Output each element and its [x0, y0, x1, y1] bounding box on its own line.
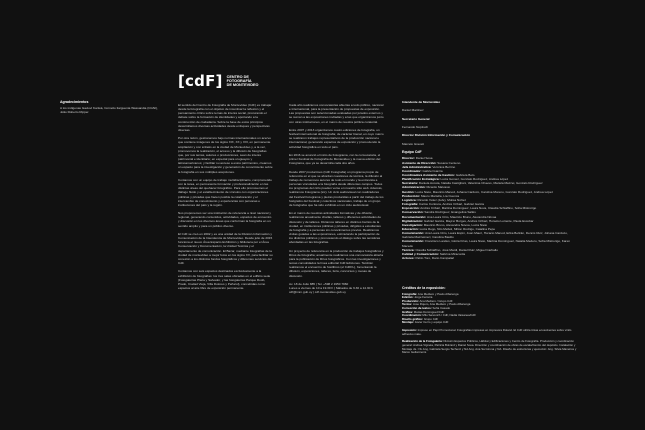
team-names: Carlos Contrera, Andrés Cribari, Gabriel García [419, 202, 485, 207]
team-role: Coordinadora Asistente de Gestión: [402, 172, 455, 177]
acknowledgements-column [60, 100, 160, 119]
credits-names: Jose Rojero, Ana Mediero y Paulo Albarenga [412, 302, 471, 307]
team-names: Francisco Landes, Gloria Frías, Laura Nieto, Martina Domínguez, Natalia Medero, Sofía Mistrorigo, Karen Macedo [402, 239, 571, 248]
team-role: Secretaría: [402, 181, 418, 186]
credits-names: Milo Sanovich / CdF, Nadia Vaisanea/CdF [422, 313, 477, 318]
team-row [402, 256, 577, 260]
about-paragraph: Cada año realizamos convocatorias abiertas a todo público, nacional e internacional, para la presentación de propuestas de exposición. Las propuestas son seleccionadas evaluadas por jurados externos y se suman a las exposiciones invitadas y a las que organizamos junto con otras instituciones, en el marco de nuestra política curatorial. [289, 103, 384, 124]
about-paragraph: El CdF se creó en 2002 y es una unidad de la División Información y Comunicación de la Intendencia de Montevideo. Desde julio de 2015 funciona el nuevo Área Espacio Exhibición y biblioteca por el Área Conservación y Documentación, la Unidad Técnica y el departamento de comunicación. El Bazar, mediante fotografías de la ciudad de montevideo a mejor fotos en los siglos XX, para facilitar su conexión a los distintos fondos fotográficos y diferentes servicios del CdF. [178, 231, 273, 266]
team-role: Investigación: [402, 222, 423, 227]
team-names: Gabriela Belo [455, 172, 475, 177]
team-role: Calidad y Comunicación: [402, 251, 439, 256]
about-paragraph: Nos proponemos ser una institución de referencia a nivel nacional y regional, generando contenidos, actividades, espacios de encuentro y discusión en los diversos áreas que conforman la fotografía en un sentido amplio y para un público diverso. [178, 211, 272, 228]
about-paragraph: El sentido del Centro de Fotografía de Montevideo (CdF) es trabajar desde la fotografía con el objetivo de incentivar la reflexión y el pensamiento crítico sobre temas de interés social, procurando el debate sobre la formación de identidades y aportando a la construcción de ciudadanía. Sobre la base de estos principios desarrollamos diversas actividades desde enfoques y perspectivas diversas. [178, 103, 272, 132]
acknowledgements-title: Agradecimientos [60, 100, 89, 104]
about-paragraph: Desde 2007 producimos (CdF Fotografía) un programa propio de referencia en el que se abordan cuestiones de técnica, la difusión al trabajo de numerosos autores de todo el mundo y la entrevista a personas vinculadas a la fotografía desde diferentes campos. Todos los programas del ciclo pueden verse en nuestro sitio web. Además, realizamos Fotograma (sic). Un ciclo audiovisual con realizadores del Festival Fotograma y piezas producidas a partir del trabajo de los fotógrafos del Festival y colectivos nacionales, trabajo de un grupo de fotógrafos que ha sido exhibido en un ciclo audiovisual. [289, 169, 384, 207]
credits-role: Fotografía: [402, 291, 418, 296]
team-role: Técnica: [402, 247, 415, 252]
staff-column [402, 100, 577, 359]
team-names: Lucía Gomez, Gonzalo Rodríguez, Andrea López [440, 177, 509, 182]
team-role: Jefa Administrativa: [402, 164, 432, 169]
team-row [402, 231, 577, 239]
about-column-2 [289, 103, 384, 299]
team-names: Andrés Cribari, Martina Dominguez, Laura Nova, Claudia Schiaffino, Sofía Mistrorigo [420, 206, 537, 211]
credits-names: Ana Mediero y Paulo Albarenga [417, 291, 459, 296]
contact-info: Av. 18 de Julio 885 | Tel. +598 2 1950 7960 Lunes a viernes de 10 a 19.30 h | Sábados de 9.30 a 14.30 h cdf@imm.gub.uy | cdf.montevideo.gub.uy [289, 281, 373, 295]
team-names: Ricardo Malvasio [426, 185, 451, 190]
credits-names: Javier Cerro y equipo CdF [414, 320, 449, 325]
team-role: Coordinador: [402, 168, 422, 173]
team-role: Planificación Estratégica: [402, 177, 440, 182]
authority-name: Marcelo Gravett [402, 141, 425, 146]
team-names: Ana Laura Cirio, Mauricio Bruno, Alexandra Nóvoa [426, 214, 497, 219]
credits-title: Créditos de la exposición: [402, 286, 446, 291]
team-role: Gestión: [402, 189, 415, 194]
team-role: Comunicación: [402, 239, 425, 244]
acknowledgements-text: A los indígenas Gaviovi Kariwà, Cornelio Itaíguenta Wassandia (CGNI), João Roberto Ripper. [60, 106, 158, 115]
team-names: Verónica Berrino [432, 164, 456, 169]
team-names: Sabrina Miracorda [439, 251, 466, 256]
team-title: Equipo CdF [402, 150, 422, 155]
credits-names: Ana Mediero / Grupo CdF [419, 298, 453, 303]
team-role: Exposición: [402, 206, 420, 211]
credits-role: Gráfica: [402, 309, 413, 314]
team-names: Mauro Martella, Lía Cuenca [420, 193, 460, 198]
team-names: Mauricio Bruno, Alexandra Nóvoa, Lucía Nieto [423, 222, 488, 227]
logo-line-3: DE MONTEVIDEO [226, 83, 259, 88]
team-role: Conservación: [402, 210, 424, 215]
about-paragraph: En 2016 se anunció el inicio de Fotograma, con la convocatoria, el primer Festival de Fotografía de Montevideo y la nueva edición del Fotograma, que ya se desarrolla cada dos años. [289, 152, 381, 166]
about-paragraph: Contamos con seis espacios destinados exclusivamente a la exhibición de fotografías: los tres salas ubicadas en el edificio sede (Fotogalerías Plaza y Salvador, y las fotogalerías Parque Rodó, Prado, Ciudad Vieja, Villa Dolores y Peñarol), concebidas como espacios al aire libre de exposición permanente. [178, 269, 271, 291]
team-names: Gabriel García, Mayrer Borges, Andrés Cribari, Horacio Loriente, Paola Escobar [423, 218, 534, 223]
team-role: Educación: [402, 227, 419, 232]
team-names: Daniel Sosa [415, 156, 433, 161]
about-paragraph: Por otra razón, gestionamos bajo normas internacionales un acervo que contiene imágenes de los siglos XIX, XX y XXI, en permanente ampliación y con énfasis en la ciudad de Montevideo y, a la vez, promovemos la realización, el acceso y la difusión de fotografías que, por sus temas, autores o producciones, sean de interés patrimonial e identitario; en especial para uruguayos y latinoamericanos; y facilitar su acceso a estos patrimonios, creamos un espacio para la investigación y generación de conocimiento sobre la fotografía en sus múltiples acepciones. [178, 136, 273, 174]
credits-role: Coordinación: [402, 313, 422, 318]
team-role: Logística: [402, 197, 417, 202]
print-text: Impreso en Papi Promocional. Fotografías impresas en impresora Roland. El CdF utiliza tintas ecosolventes sobre vinilo adhesivo mate. [402, 328, 572, 336]
team-role: Producción: [402, 193, 421, 198]
authority-name: Fernando Nopitsch [402, 125, 429, 130]
logo-wordmark [227, 75, 259, 88]
team-names: Gabriel García [422, 168, 443, 173]
about-paragraph: Un proyecto de referencia en la producción de trabajos fotográficos y libros de fotografía; anualmente realizamos una convocatoria abierta para la publicación de libros fotográficos. Con las investigaciones y temas consolidados la línea editorial CdF Ediciones. También realizamos el encuentro de fotolibros (el CdFFL), fomentando la difusión, exposiciones, talleres, feria, concursos y mesas de discusión. [289, 248, 384, 278]
credits-names: Sofía Casado [432, 305, 451, 310]
team-role: Digitalización: [402, 218, 423, 223]
team-names: Claudia Schiaffino, José Mardi, Daniel Ruiz, Miguel Carballo [415, 247, 498, 252]
team-role: Asistente de Dirección: [402, 160, 437, 165]
print-label: Impresión: [402, 328, 417, 333]
about-paragraph: En el marco de nuestras actividades formativas y de difusión, realizamos anualmente charlas, talleres y diferentes actividades de discusión y de talleres. Dictamos talleres en distintos barrios de la ciudad, en instituciones públicas y privadas, dirigidos a estudiantes de fotografía y a personas sin conocimientos previos. Realizamos visitas guiadas a las exposiciones, estimulando la participación de los distintos públicos y promoviendo el diálogo sobre las temáticas abordadas en las fotografías. [289, 211, 382, 245]
credits-role: Corrección de textos: [402, 305, 432, 310]
team-role: Fotografía: [402, 202, 419, 207]
outreach-label: Realización de la Fotogalería: [402, 339, 443, 344]
credits-role: Producción: [402, 298, 419, 303]
credits-names: Grupo CdF [423, 316, 439, 321]
team-role: Documentación: [402, 214, 427, 219]
about-paragraph: Contamos con un equipo de trabajo multidisciplinario, comprometido con la tarea, en permanente formación y profesionalización en las distintas áreas del quehacer fotográfico. Para ello promovemos el diálogo fluido y el establecimiento de vínculos con organizaciones públicas y privadas que hacen posible la colaboración y el intercambio de conocimiento y experiencias con personas e instituciones del país y la región. [178, 177, 272, 207]
exhibition-credits [402, 286, 577, 355]
team-names: Lucía Rego, Nilo Melleti, Milton Rodrigo, Catalina Pepe [419, 227, 496, 232]
team-names: Daniela Acosta, Natalia Castiglioni, Valentina Chaves, Mariela Mazzei, Gonzalo Rodríguez [418, 181, 543, 186]
about-column-1 [178, 103, 273, 294]
team-list [402, 156, 577, 260]
team-names: Pablo Toro, Dario Campalari [415, 256, 455, 261]
credits-names: Jorge Ferreira [414, 295, 433, 300]
team-names: Ricardo Vélez (Jefe), Molisa Núñez [417, 197, 466, 202]
credits-role: Diseño gráfico: [402, 316, 424, 321]
authority-name: Daniel Martínez [402, 108, 424, 113]
team-role: Director: [402, 156, 415, 161]
team-names: Lucía Nieto, Mauricio Manod, Johana Cardozo, Carolina Moreno, Gonzalo Rodríguez, Andrea López [415, 189, 554, 194]
about-paragraph: Entre 2007 y 2013 organizamos cuatro ediciones de fotografía, un festival internacional de fotografía; de carácter bienal, en cuyo marco se realizaron trabajos representativos de la producción nacional e internacional, generando espacios de exposición y promoviendo la actividad fotográfica en todo el país. [289, 127, 384, 149]
team-role: Actores: [402, 256, 415, 261]
outreach-text: División Espacios Públicos, Hábitat y Edificaciones y Centro de Fotografía. Producción y coordinación general: Andrea Vigneta, Patricia Bolzard y Daniel Sosa. Dirección y coordinación de obras de escala/Centro del depósito. Instalación y Montaje ds.: NL Ang, Gabriela Sergio Techenz y NA Ang. Ana Sa Girona y NA. Diseño de estructuras y ejecución: Ang. Silvia Maneiros y Marco Gelloninomi. [402, 339, 577, 355]
team-row [402, 239, 577, 247]
team-names: Susana Centeno [437, 160, 461, 165]
credits-list [402, 293, 577, 325]
logo-mark: [cdF] [178, 72, 223, 90]
credits-names: Matías Domínguez/CdF [413, 309, 445, 314]
team-role: Administración: [402, 185, 426, 190]
team-role: Comunicación: [402, 231, 425, 236]
credits-role: Montaje: [402, 320, 414, 325]
credits-role: Edición: [402, 295, 414, 300]
logo-line-1: CENTRO DE [226, 74, 249, 79]
logo-line-2: FOTOGRAFÍA [226, 78, 252, 83]
team-names: Sandra Rodríguez, Evangelina Sallés [424, 210, 476, 215]
cdf-logo [178, 72, 258, 90]
authority-role: Director División Información y Comunicación [402, 133, 471, 138]
authority-role: Secretario General [402, 116, 430, 121]
credits-role: Textos: [402, 302, 413, 307]
authority-role: Intendente de Montevideo [402, 100, 441, 104]
team-names: Ana Laura Cirio, Laura Espín, Juan Mauri, Horacio Manod, Erika Beltrán, Dennis Ruiz, Johana Cardozo, Gabriela Mazzeimerí, Carolina Basilio [402, 231, 568, 240]
